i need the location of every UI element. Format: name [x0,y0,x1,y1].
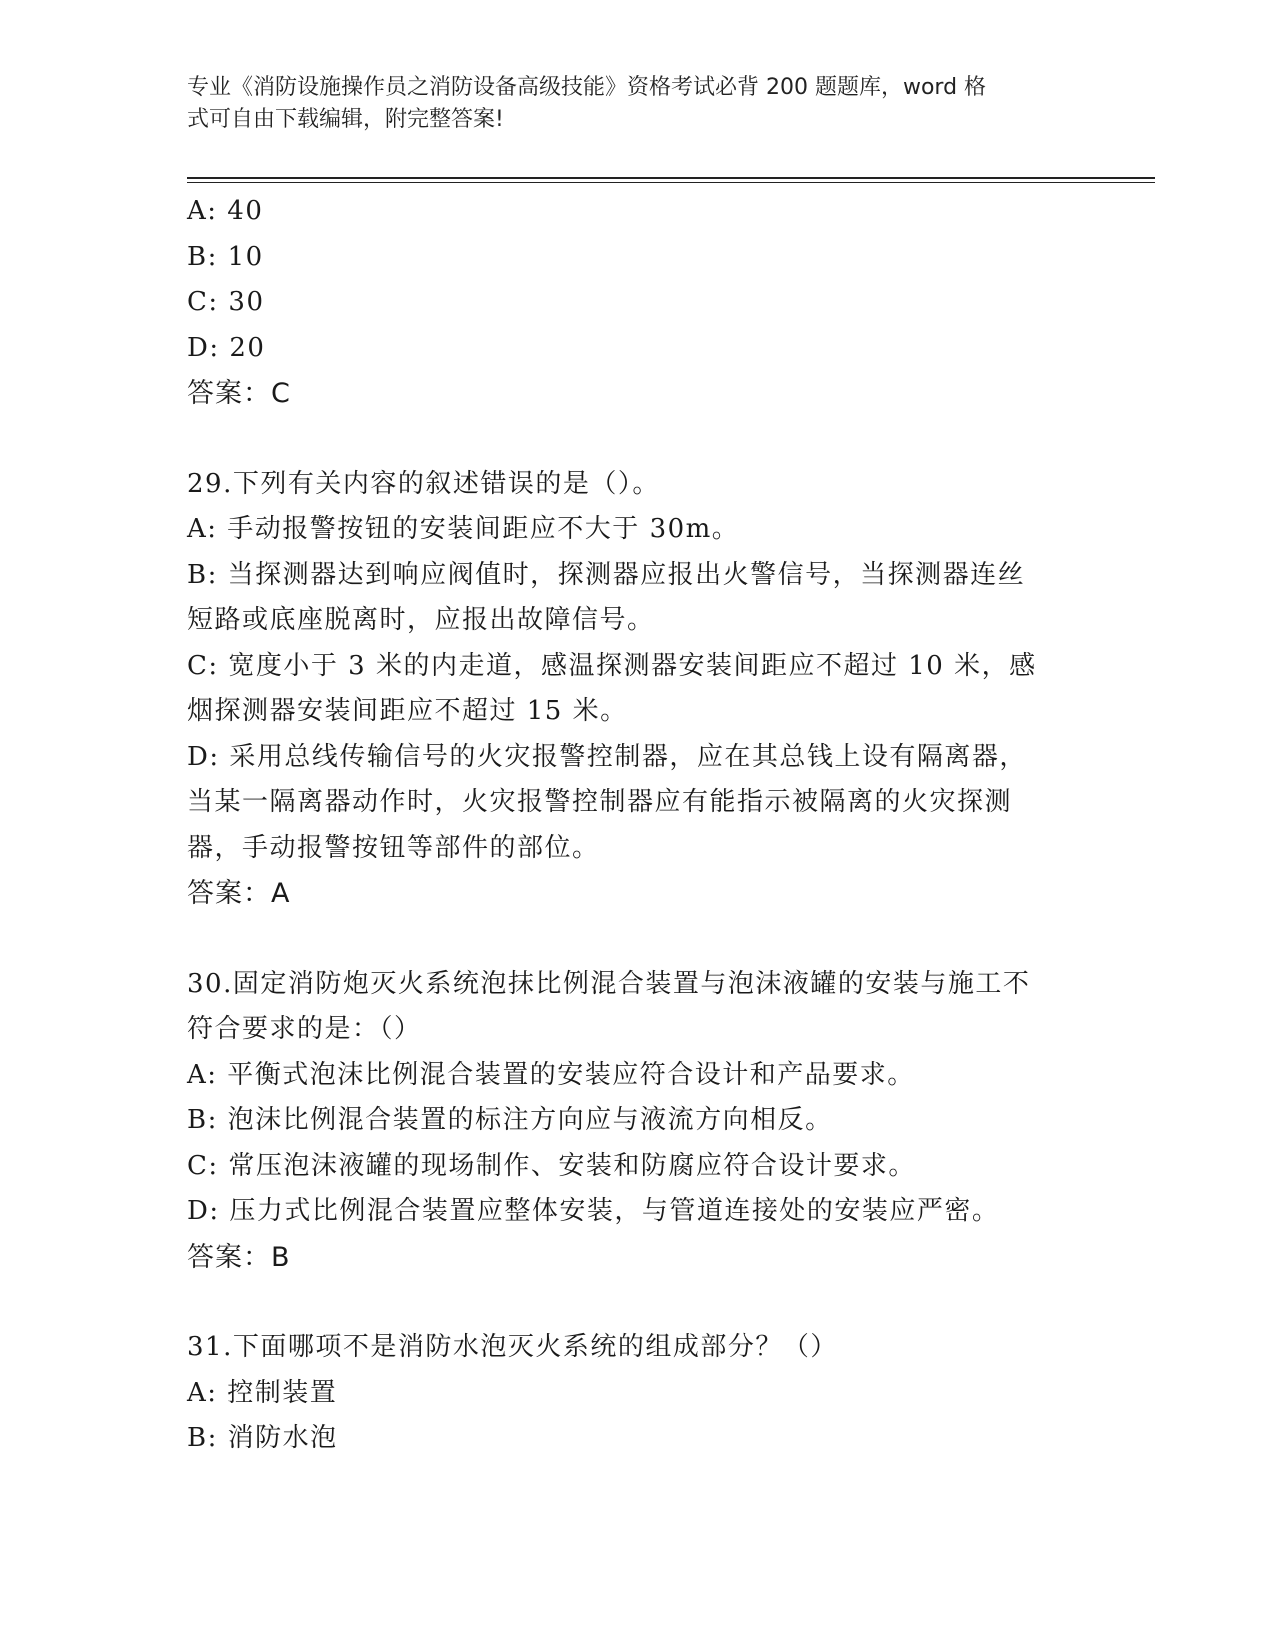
question-29-block [187,462,1087,917]
question-text: 31.下面哪项不是消防水泡灭火系统的组成部分？（） [187,1332,838,1362]
option-d-line-1: D: 采用总线传输信号的火灾报警控制器，应在其总钱上设有隔离器， [187,741,1027,772]
header-line-2: 式可自由下载编辑，附完整答案! [187,107,504,132]
option-c: C: 30 [187,287,265,317]
document-body [187,189,1087,1462]
option-b: B: 消防水泡 [187,1423,338,1453]
option-a: A: 40 [187,196,264,226]
document-header [187,72,1087,136]
answer: 答案：C [187,378,291,409]
option-c-line-2: 烟探测器安装间距应不超过 15 米。 [187,696,628,726]
option-d-line-3: 器，手动报警按钮等部件的部位。 [187,832,600,863]
option-c-line-1: C: 宽度小于 3 米的内走道，感温探测器安装间距应不超过 10 米，感 [187,650,1037,681]
option-a: A: 平衡式泡沫比例混合装置的安装应符合设计和产品要求。 [187,1059,915,1090]
option-b-line-1: B: 当探测器达到响应阀值时，探测器应报出火警信号，当探测器连丝 [187,559,1026,590]
question-text: 29.下列有关内容的叙述错误的是（）。 [187,468,660,499]
spacer [187,417,1087,462]
question-text-line-2: 符合要求的是：（） [187,1014,422,1044]
option-d: D: 20 [187,332,266,363]
header-line-1: 专业《消防设施操作员之消防设备高级技能》资格考试必背 200 题题库，word 格 [187,75,987,100]
header-rule-thick [187,177,1155,179]
question-text-line-1: 30.固定消防炮灭火系统泡抹比例混合装置与泡沫液罐的安装与施工不 [187,968,1031,999]
question-28-block [187,189,1087,417]
spacer [187,917,1087,962]
option-d-line-2: 当某一隔离器动作时，火灾报警控制器应有能指示被隔离的火灾探测 [187,787,1013,817]
option-b-line-2: 短路或底座脱离时，应报出故障信号。 [187,605,655,635]
question-30-block [187,962,1087,1281]
header-rule-thin [187,182,1155,183]
option-b: B: 10 [187,241,264,272]
option-b: B: 泡沫比例混合装置的标注方向应与液流方向相反。 [187,1105,833,1135]
answer: 答案：A [187,878,291,909]
option-a: A: 手动报警按钮的安装间距应不大于 30m。 [187,514,740,544]
spacer [187,1280,1087,1325]
option-d: D: 压力式比例混合装置应整体安装，与管道连接处的安装应严密。 [187,1196,1000,1226]
option-a: A: 控制装置 [187,1377,338,1408]
question-31-block [187,1325,1087,1462]
option-c: C: 常压泡沫液罐的现场制作、安装和防腐应符合设计要求。 [187,1150,916,1181]
answer: 答案：B [187,1241,291,1273]
